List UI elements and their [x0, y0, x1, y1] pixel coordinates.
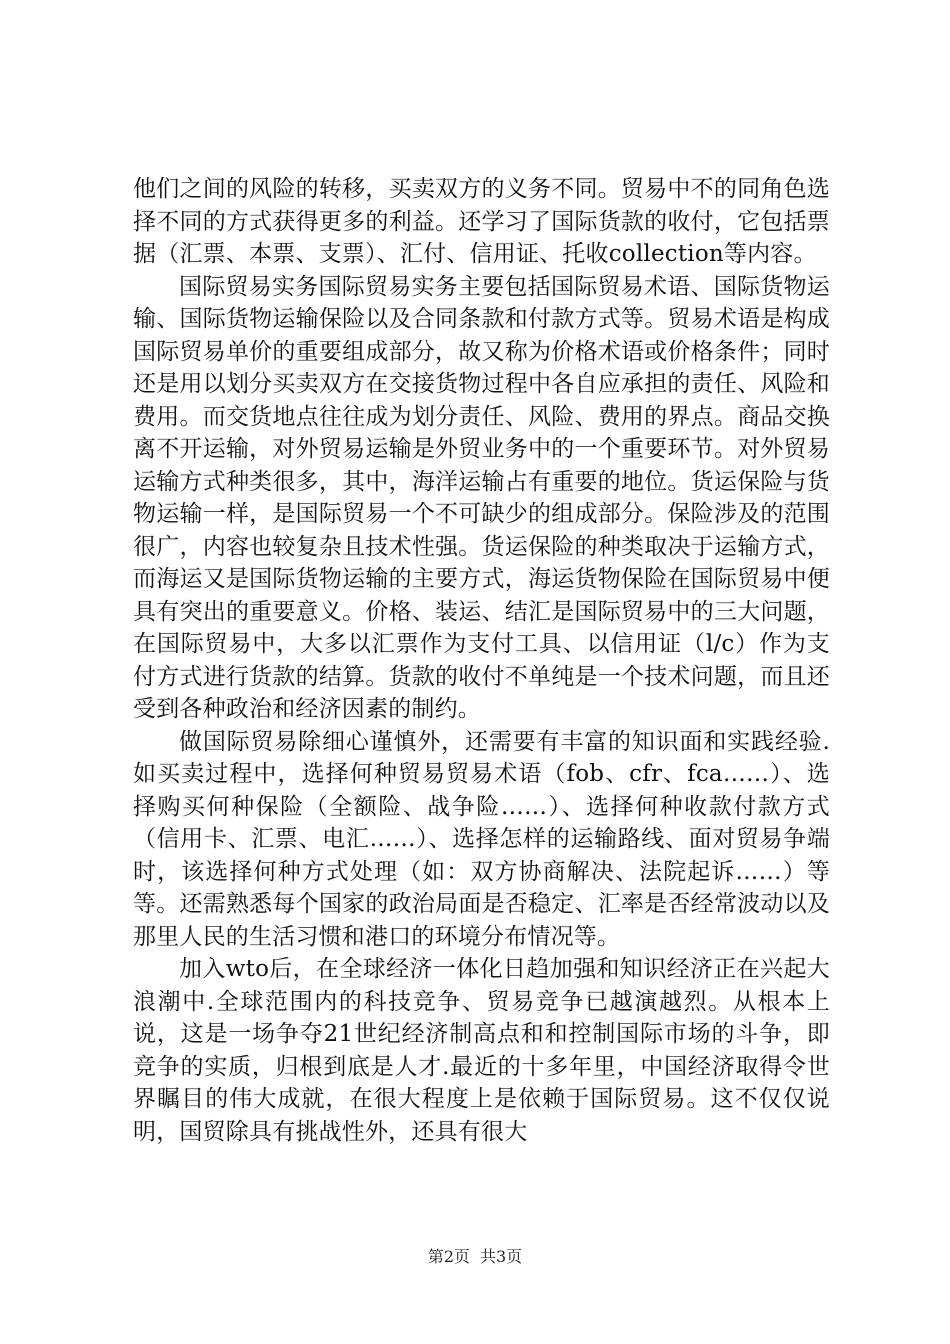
paragraph-4: 加入wto后，在全球经济一体化日趋加强和知识经济正在兴起大浪潮中.全球范围内的科技竞争、贸易竞争已越演越烈。从根本上说，这是一场争夺21世纪经济制高点和和控制国际市场的斗争，即竞争的实质，归根到底是人才.最近的十多年里，中国经济取得令世界瞩目的伟大成就，在很大程度上是依赖于国际贸易。这不仅仅说明，国贸除具有挑战性外，还具有很大 [133, 956, 830, 1145]
page-total: 共3页 [480, 1247, 523, 1266]
paragraph-3: 做国际贸易除细心谨慎外，还需要有丰富的知识面和实践经验.如买卖过程中，选择何种贸易贸易术语（fob、cfr、fca……）、选择购买何种保险（全额险、战争险……）、选择何种收款付款方式（信用卡、汇票、电汇……）、选择怎样的运输路线、面对贸易争端时，该选择何种方式处理（如：双方协商解决、法院起诉……）等等。还需熟悉每个国家的政治局面是否稳定、汇率是否经常波动以及那里人民的生活习惯和港口的环境分布情况等。 [133, 728, 830, 950]
paragraph-2: 国际贸易实务国际贸易实务主要包括国际贸易术语、国际货物运输、国际货物运输保险以及合同条款和付款方式等。贸易术语是构成国际贸易单价的重要组成部分，故又称为价格术语或价格条件；同时还是用以划分买卖双方在交接货物过程中各自应承担的责任、风险和费用。而交货地点往往成为划分责任、风险、费用的界点。商品交换离不开运输，对外贸易运输是外贸业务中的一个重要环节。对外贸易运输方式种类很多，其中，海洋运输占有重要的地位。货运保险与货物运输一样，是国际贸易一个不可缺少的组成部分。保险涉及的范围很广，内容也较复杂且技术性强。货运保险的种类取决于运输方式，而海运又是国际货物运输的主要方式，海运货物保险在国际贸易中便具有突出的重要意义。价格、装运、结汇是国际贸易中的三大问题，在国际贸易中，大多以汇票作为支付工具、以信用证（l/c）作为支付方式进行货款的结算。货款的收付不单纯是一个技术问题，而且还受到各种政治和经济因素的制约。 [133, 273, 830, 722]
paragraph-1: 他们之间的风险的转移，买卖双方的义务不同。贸易中不的同角色选择不同的方式获得更多的利益。还学习了国际货款的收付，它包括票据（汇票、本票、支票）、汇付、信用证、托收collection等内容。 [133, 176, 830, 267]
document-body [133, 173, 830, 1148]
page-number: 第2页 [427, 1247, 470, 1266]
page-footer [0, 1244, 950, 1267]
